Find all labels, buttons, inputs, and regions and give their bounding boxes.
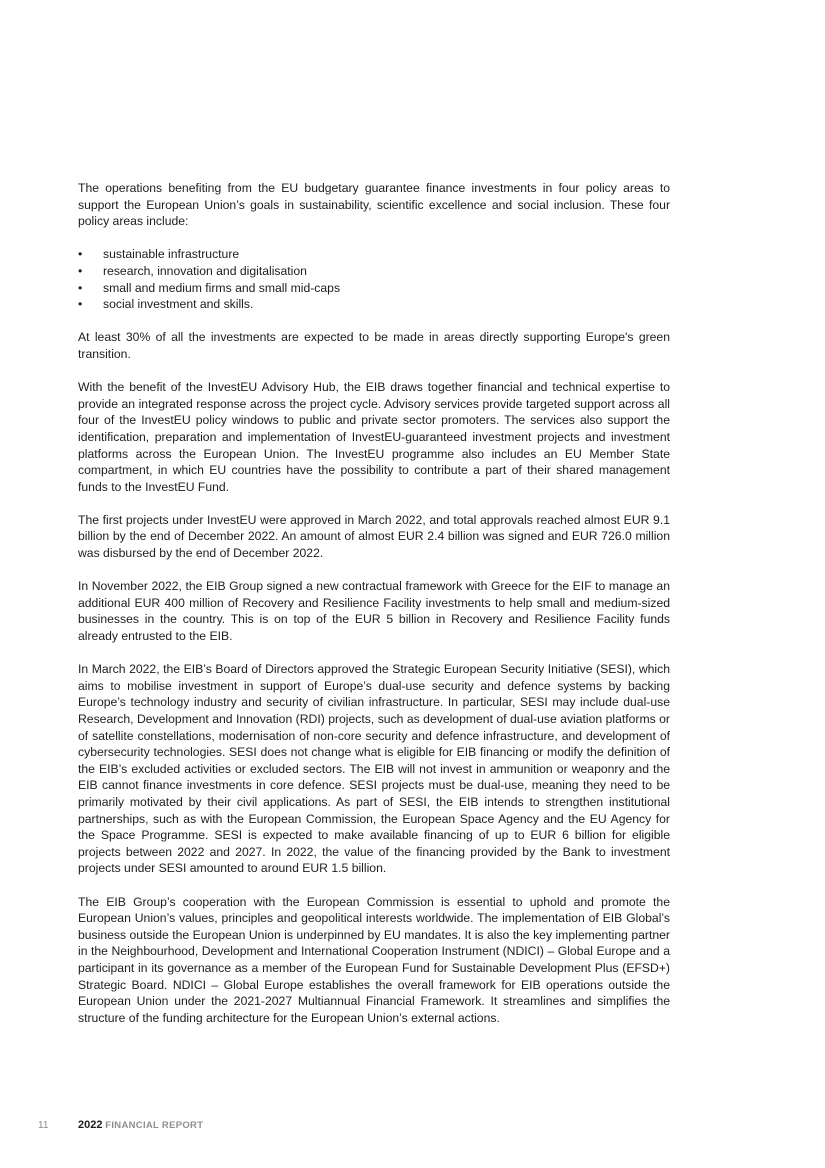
green-transition-paragraph: At least 30% of all the investments are expected to be made in areas directly supporting Europe's green transition.: [78, 330, 670, 361]
policy-areas-list: [78, 246, 670, 312]
list-item-text: social investment and skills.: [103, 297, 254, 312]
list-item: [78, 280, 670, 297]
sesi-paragraph: In March 2022, the EIB’s Board of Directors approved the Strategic European Security Initiative (SESI), which aims to mobilise investment in support of Europe’s dual-use security and defence systems by backing Europe’s technology industry and security of civilian infrastructure. In particular, SESI may include dual-use Research, Development and Innovation (RDI) projects, such as development of dual-use aviation platforms or of satellite constellations, modernisation of non-core security and defence infrastructure, and development of cybersecurity technologies. SESI does not change what is eligible for EIB financing or modify the definition of the EIB’s excluded activities or excluded sectors. The EIB will not invest in ammunition or weaponry and the EIB cannot finance investments in core defence. SESI projects must be dual-use, meaning they need to be primarily motivated by their civil applications. As part of SESI, the EIB intends to strengthen institutional partnerships, such as with the European Commission, the European Space Agency and the EU Agency for the Space Programme. SESI is expected to make available financing of up to EUR 6 billion for eligible projects between 2022 and 2027. In 2022, the value of the financing provided by the Bank to investment projects under SESI amounted to around EUR 1.5 billion.: [78, 662, 670, 876]
bullet-icon: •: [78, 280, 83, 295]
european-commission-paragraph: The EIB Group’s cooperation with the European Commission is essential to uphold and promote the European Union’s values, principles and geopolitical interests worldwide. The implementation of EIB Global’s business outside the European Union is underpinned by EU mandates. It is also the key implementing partner in the Neighbourhood, Development and International Cooperation Instrument (NDICI) – Global Europe and a participant in its governance as a member of the European Fund for Sustainable Development Plus (EFSD+) Strategic Board. NDICI – Global Europe establishes the overall framework for EIB operations outside the European Union under the 2021-2027 Multiannual Financial Framework. It streamlines and simplifies the structure of the funding architecture for the European Union’s external actions.: [78, 894, 670, 1025]
list-item-text: sustainable infrastructure: [103, 247, 240, 262]
first-projects-paragraph: The first projects under InvestEU were approved in March 2022, and total approvals reached almost EUR 9.1 billion by the end of December 2022. An amount of almost EUR 2.4 billion was signed and EUR 726.0 million was disbursed by the end of December 2022.: [78, 512, 670, 561]
bullet-icon: •: [78, 297, 83, 312]
main-content: [78, 180, 670, 1043]
page-footer: [38, 1119, 203, 1132]
report-year: 2022: [78, 1119, 103, 1131]
list-item: [78, 246, 670, 263]
page-number: 11: [38, 1120, 49, 1131]
intro-paragraph: The operations benefiting from the EU budgetary guarantee finance investments in four policy areas to support the European Union’s goals in sustainability, scientific excellence and social inclusion. These four policy areas include:: [78, 181, 670, 229]
report-title: FINANCIAL REPORT: [105, 1120, 204, 1131]
list-item: [78, 263, 670, 280]
greece-framework-paragraph: In November 2022, the EIB Group signed a new contractual framework with Greece for the EIF to manage an additional EUR 400 million of Recovery and Resilience Facility investments to help small and medium-sized businesses in the country. This is on top of the EUR 5 billion in Recovery and Resilience Facility funds already entrusted to the EIB.: [78, 579, 670, 644]
list-item: [78, 296, 670, 313]
bullet-icon: •: [78, 247, 83, 262]
list-item-text: research, innovation and digitalisation: [103, 263, 307, 278]
bullet-icon: •: [78, 263, 83, 278]
advisory-hub-paragraph: With the benefit of the InvestEU Advisory Hub, the EIB draws together financial and technical expertise to provide an integrated response across the project cycle. Advisory services provide targeted support across all four of the InvestEU policy windows to public and private sector promoters. The services also support the identification, preparation and implementation of InvestEU-guaranteed investment projects and investment platforms across the European Union. The InvestEU programme also includes an EU Member State compartment, in which EU countries have the possibility to contribute a part of their shared management funds to the InvestEU Fund.: [78, 380, 670, 494]
list-item-text: small and medium firms and small mid-caps: [103, 280, 341, 295]
